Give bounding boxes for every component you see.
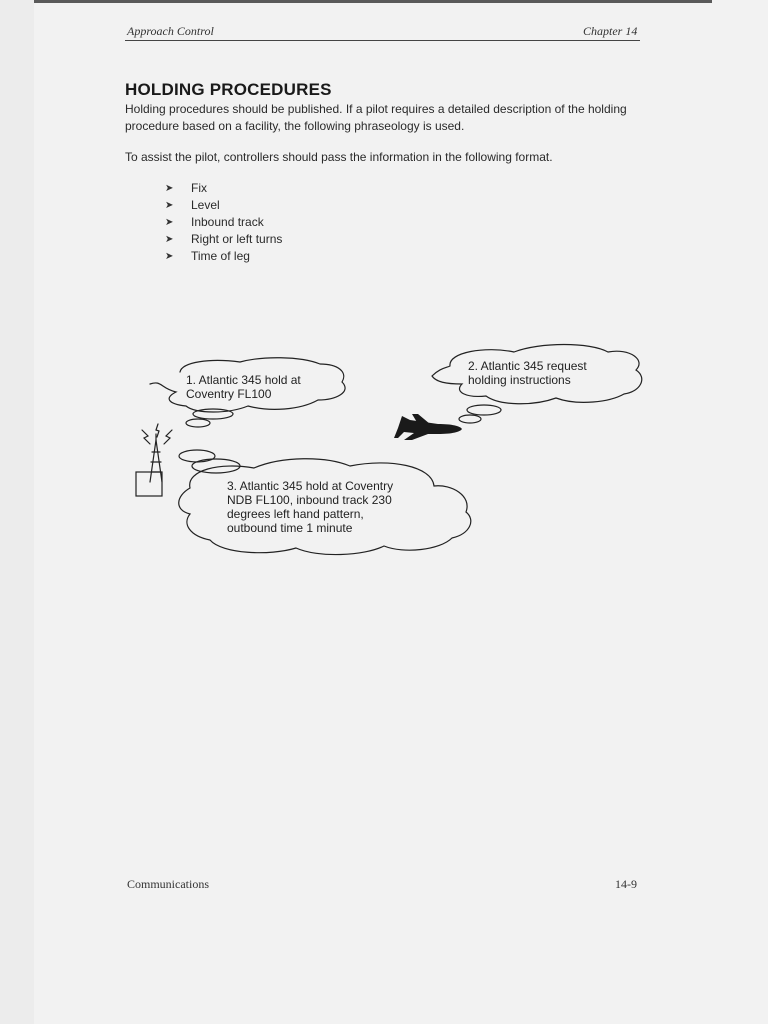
arrowhead-bullet-icon: ➤: [165, 217, 174, 228]
footer-section: Communications: [127, 877, 209, 891]
section-title: HOLDING PROCEDURES: [125, 80, 332, 99]
running-header-title: Approach Control: [127, 24, 214, 38]
running-header-chapter: Chapter 14: [583, 24, 638, 38]
list-item: ➤ Fix: [165, 181, 207, 195]
airplane-icon: [394, 414, 462, 440]
list-item: ➤ Inbound track: [165, 215, 264, 229]
cloud-tail-2a: [467, 405, 501, 415]
arrowhead-bullet-icon: ➤: [165, 251, 174, 262]
list-item: ➤ Time of leg: [165, 249, 250, 263]
bubble-1-text: 1. Atlantic 345 hold at Coventry FL100: [186, 373, 301, 401]
arrowhead-bullet-icon: ➤: [165, 234, 174, 245]
format-paragraph: To assist the pilot, controllers should pass the information in the following format.: [125, 150, 553, 164]
list-item: ➤ Right or left turns: [165, 232, 283, 246]
bubble-3-text: 3. Atlantic 345 hold at Coventry NDB FL100, inbound track 230 degrees left hand pattern, outbound time 1 minute: [227, 479, 394, 535]
radio-tower-icon: [136, 424, 172, 496]
cloud-tail-1b: [186, 419, 210, 427]
list-item: ➤ Level: [165, 198, 220, 212]
arrowhead-bullet-icon: ➤: [165, 183, 174, 194]
bubble-2-text: 2. Atlantic 345 request holding instructions: [468, 359, 587, 387]
cloud-tail-2b: [459, 415, 481, 423]
intro-paragraph: Holding procedures should be published. If a pilot requires a detailed description of the holding procedure based on a facility, the following phraseology is used.: [125, 102, 627, 133]
cloud-tail-1a: [193, 409, 233, 419]
page-number: 14-9: [615, 877, 637, 891]
cloud-tail-3a: [179, 450, 215, 462]
arrowhead-bullet-icon: ➤: [165, 200, 174, 211]
